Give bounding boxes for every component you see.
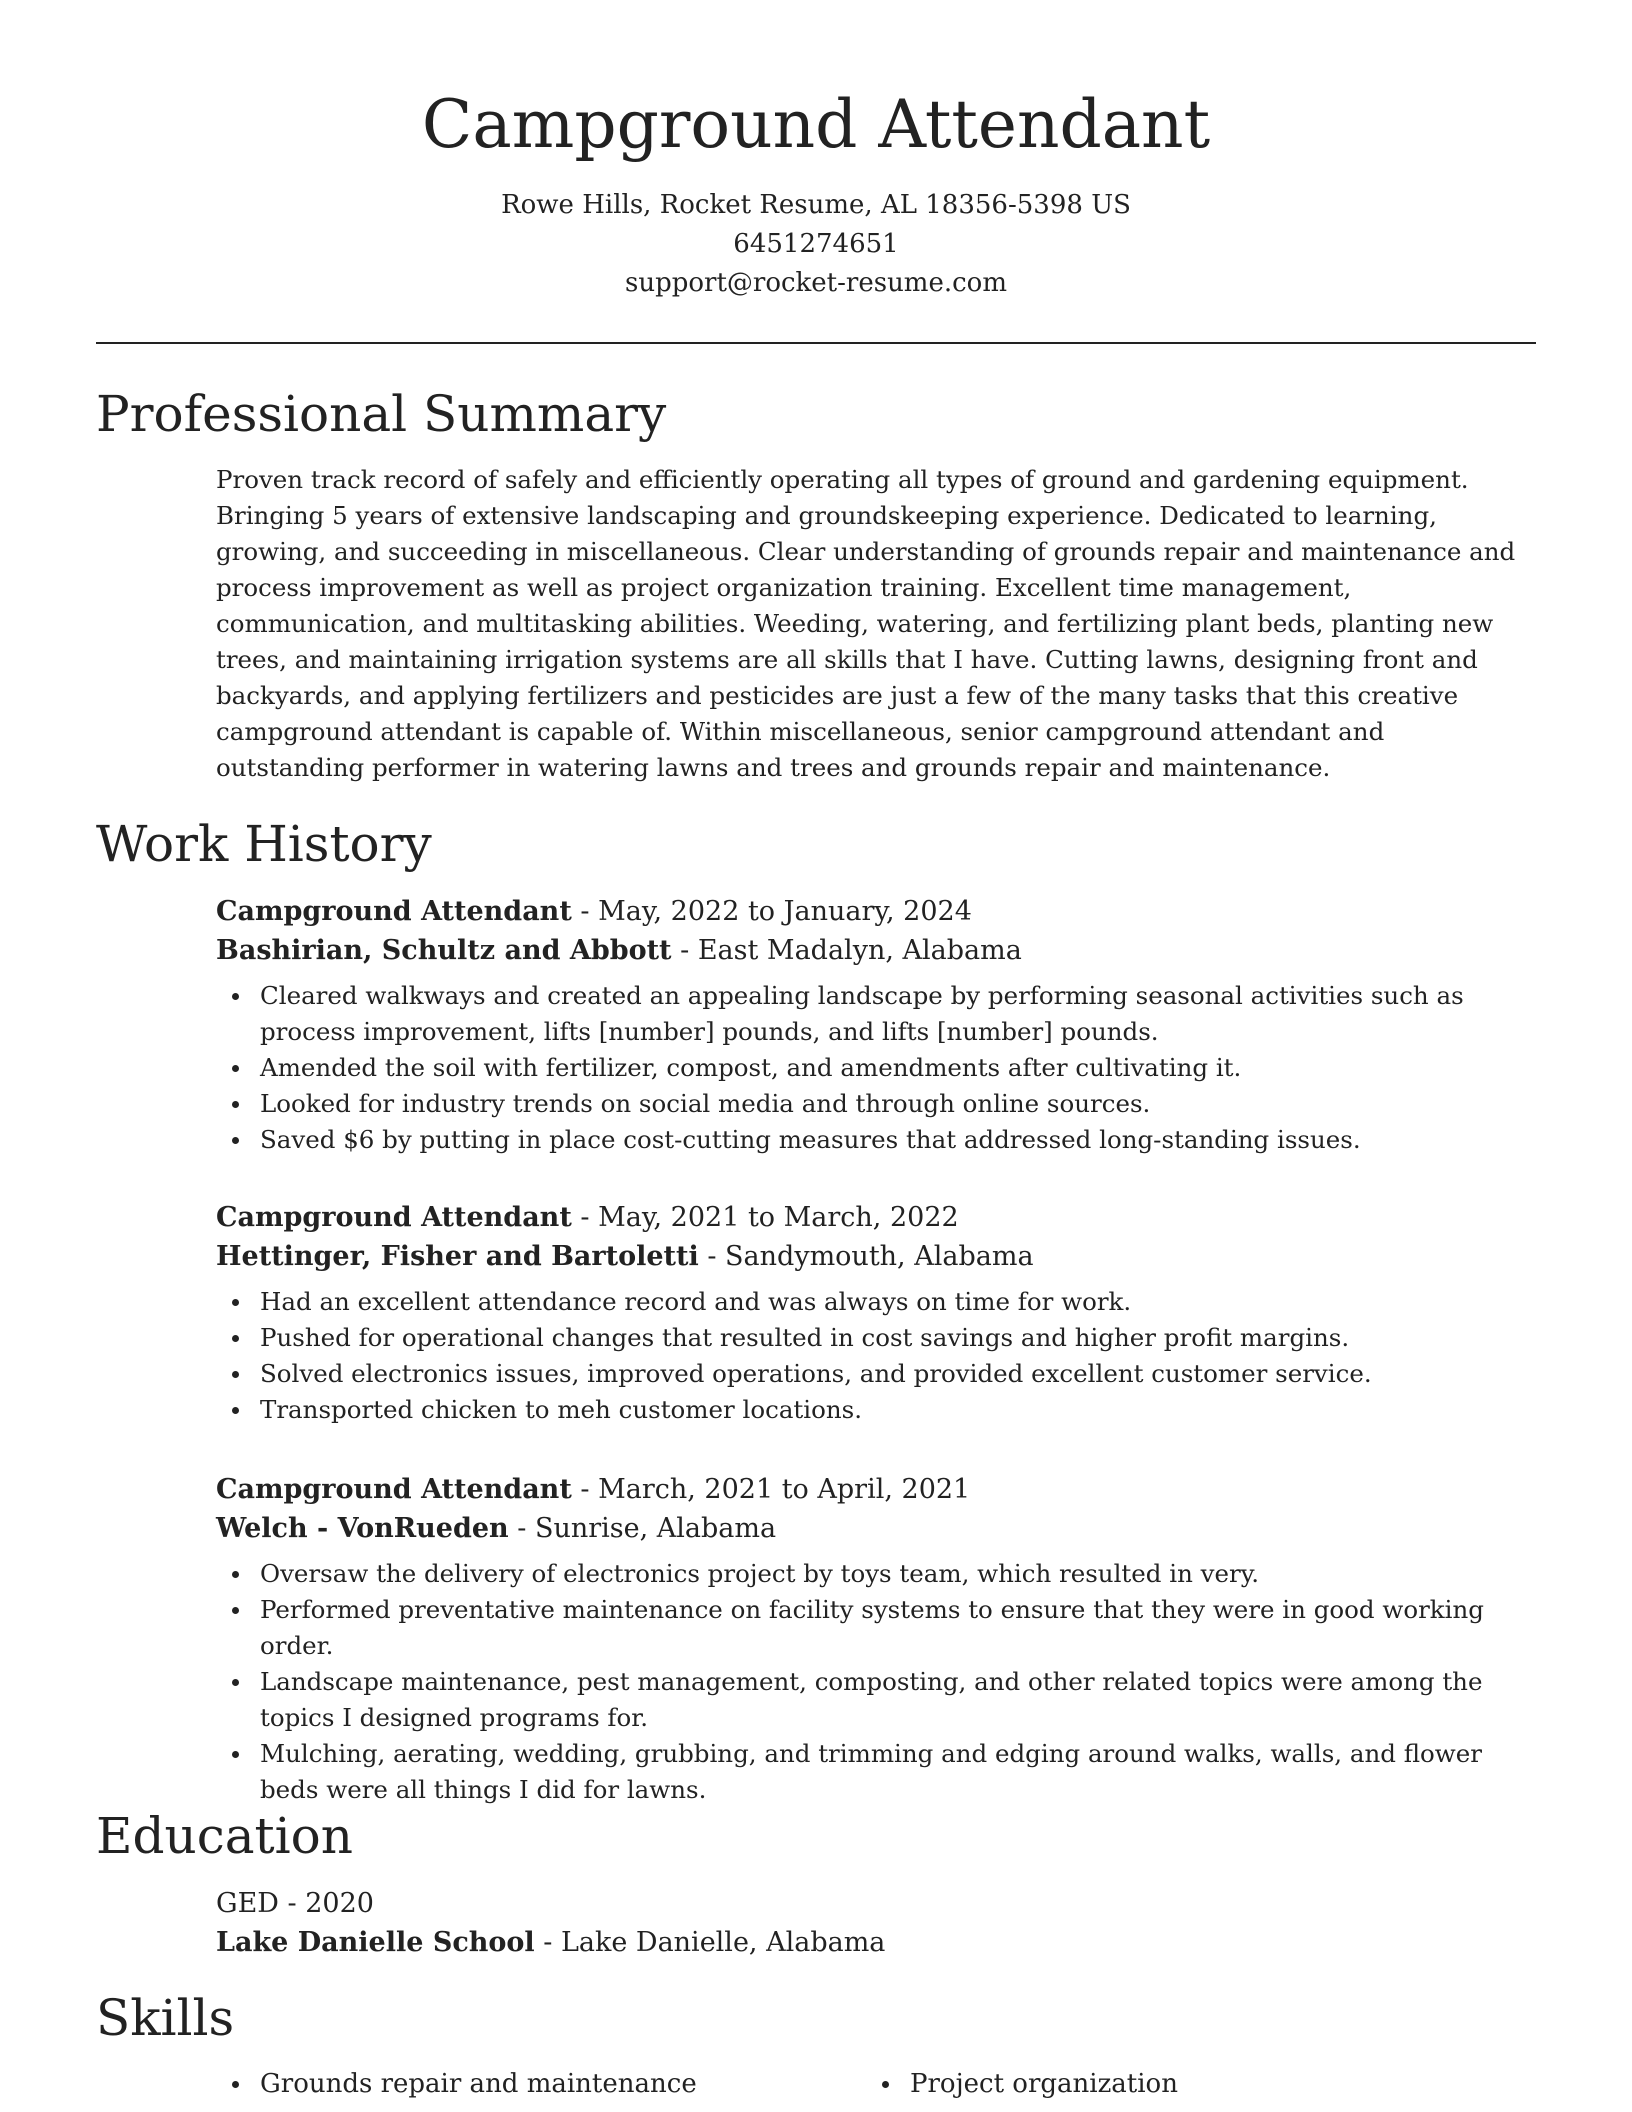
job-title-line [216,1198,1536,1237]
job-bullet [216,1592,1536,1664]
bullet-dot-icon [232,1299,239,1306]
job-bullet [216,1392,1536,1428]
candidate-name: Campground Attendant [421,86,1211,163]
bullet-dot-icon [232,1335,239,1342]
skill-text: Grounds repair and maintenance [260,2069,697,2099]
education-year: - 2020 [278,1888,374,1919]
section-title-summary: Professional Summary [96,385,667,443]
bullet-dot-icon [232,1571,239,1578]
job-bullets [216,978,1536,1158]
job-bullet [216,1284,1536,1320]
job-title-line [216,892,1536,931]
job-bullet [216,1556,1536,1592]
job-title: Campground Attendant [216,1202,572,1233]
bullet-text: Pushed for operational changes that resulted in cost savings and higher profit margins. [260,1323,1350,1352]
education-school-line [216,1923,1536,1962]
skill-item [216,2066,866,2102]
job-bullet [216,1122,1536,1158]
bullet-text: Performed preventative maintenance on facility systems to ensure that they were in good working order. [260,1595,1484,1660]
skills-block [216,2066,1536,2102]
bullet-dot-icon [232,1679,239,1686]
summary-text: Proven track record of safely and efficiently operating all types of ground and gardening equipment. Bringing 5 years of extensive landscaping and groundskeeping experience. Dedicated to learning, growing, and succeeding in miscellaneous. Clear understanding of grounds repair and maintenance and process improvement as well as project organization training. Excellent time management, communication, and multitasking abilities. Weeding, watering, and fertilizing plant beds, planting new trees, and maintaining irrigation systems are all skills that I have. Cutting lawns, designing front and backyards, and applying fertilizers and pesticides are just a few of the many tasks that this creative campground attendant is capable of. Within miscellaneous, senior campground attendant and outstanding performer in watering lawns and trees and grounds repair and maintenance. [216,465,1516,782]
contact-address: Rowe Hills, Rocket Resume, AL 18356-5398 US [501,190,1131,220]
resume-header [96,80,1536,303]
education-entry [216,1884,1536,1962]
job-bullet [216,1086,1536,1122]
bullet-dot-icon [232,1101,239,1108]
bullet-text: Mulching, aerating, wedding, grubbing, and trimming and edging around walks, walls, and flower beds were all things I did for lawns. [260,1739,1482,1804]
bullet-dot-icon [232,1371,239,1378]
job-title: Campground Attendant [216,896,572,927]
skills-grid [216,2066,1536,2102]
skills-column-right [866,2066,1516,2102]
header-divider [96,342,1536,344]
contact-phone: 6451274651 [733,229,899,259]
bullet-dot-icon [232,1137,239,1144]
bullet-text: Had an excellent attendance record and was always on time for work. [260,1287,1132,1316]
contact-email: support@rocket-resume.com [624,268,1007,298]
bullet-dot-icon [232,1751,239,1758]
bullet-dot-icon [232,1065,239,1072]
job-company-line [216,931,1536,970]
job-entry [216,1470,1536,1808]
job-company-line [216,1237,1536,1276]
education-degree-line [216,1884,1536,1923]
job-bullet [216,1320,1536,1356]
job-bullet [216,1736,1536,1808]
bullet-dot-icon [232,993,239,1000]
job-title: Campground Attendant [216,1474,572,1505]
summary-block [216,462,1536,786]
job-dates: - May, 2021 to March, 2022 [571,1202,959,1233]
education-school: Lake Danielle School [216,1927,535,1958]
job-title-line [216,1470,1536,1509]
job-company: Hettinger, Fisher and Bartoletti [216,1241,699,1272]
bullet-dot-icon [232,1407,239,1414]
bullet-dot-icon [882,2081,889,2088]
section-title-work: Work History [96,815,432,873]
bullet-dot-icon [232,2081,239,2088]
job-bullets [216,1556,1536,1808]
job-company-line [216,1509,1536,1548]
skills-column-left [216,2066,866,2102]
skill-item [866,2066,1516,2102]
job-location: - Sunrise, Alabama [508,1513,777,1544]
job-company: Welch - VonRueden [216,1513,509,1544]
bullet-dot-icon [232,1607,239,1614]
education-location: - Lake Danielle, Alabama [534,1927,886,1958]
bullet-text: Amended the soil with fertilizer, compost, and amendments after cultivating it. [260,1053,1242,1082]
section-title-skills: Skills [96,1989,235,2047]
bullet-text: Oversaw the delivery of electronics project by toys team, which resulted in very. [260,1559,1260,1588]
job-location: - Sandymouth, Alabama [698,1241,1034,1272]
bullet-text: Solved electronics issues, improved operations, and provided excellent customer service. [260,1359,1372,1388]
job-dates: - March, 2021 to April, 2021 [571,1474,971,1505]
job-bullet [216,1664,1536,1736]
job-dates: - May, 2022 to January, 2024 [571,896,972,927]
job-company: Bashirian, Schultz and Abbott [216,935,672,966]
job-bullet [216,1050,1536,1086]
bullet-text: Landscape maintenance, pest management, composting, and other related topics were among the topics I designed programs for. [260,1667,1483,1732]
bullet-text: Saved $6 by putting in place cost-cutting measures that addressed long-standing issues. [260,1125,1361,1154]
skill-text: Project organization [910,2069,1178,2099]
job-bullet [216,1356,1536,1392]
bullet-text: Transported chicken to meh customer locations. [260,1395,863,1424]
job-location: - East Madalyn, Alabama [671,935,1022,966]
job-entry [216,892,1536,1158]
job-bullet [216,978,1536,1050]
section-title-education: Education [96,1807,353,1865]
bullet-text: Looked for industry trends on social media and through online sources. [260,1089,1151,1118]
job-bullets [216,1284,1536,1428]
education-degree: GED [216,1888,279,1919]
job-entry [216,1198,1536,1428]
bullet-text: Cleared walkways and created an appealing landscape by performing seasonal activities such as process improvement, lifts [number] pounds, and lifts [number] pounds. [260,981,1464,1046]
